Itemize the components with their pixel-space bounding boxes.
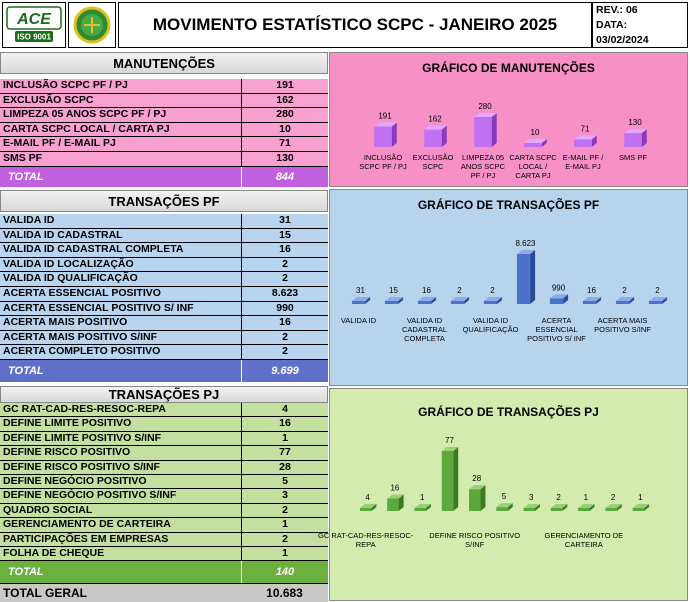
bar-value-label: 2 xyxy=(556,493,561,502)
bar-value-label: 2 xyxy=(490,286,495,295)
table-row xyxy=(0,214,328,229)
table-row xyxy=(0,475,328,489)
category-label: E-MAIL PF / E-MAIL PJ xyxy=(562,153,604,171)
chart-bar xyxy=(605,504,621,511)
row-value: 16 xyxy=(241,316,328,330)
table-row xyxy=(0,94,328,109)
bar-value-label: 8.623 xyxy=(515,239,536,248)
category-label: GERENCIAMENTO DE CARTEIRA xyxy=(544,531,624,549)
row-value: 16 xyxy=(241,243,328,257)
page-title: MOVIMENTO ESTATÍSTICO SCPC - JANEIRO 2025 xyxy=(118,2,592,48)
row-value: 191 xyxy=(241,79,328,93)
bar-value-label: 1 xyxy=(583,493,589,502)
category-label: GC RAT-CAD-RES-RESOC-REPA xyxy=(318,531,414,549)
bar-value-label: 2 xyxy=(610,493,616,502)
chart-bar xyxy=(524,504,540,511)
chart-bar xyxy=(442,447,458,511)
chart-bar xyxy=(414,504,430,511)
total-row xyxy=(0,360,328,382)
row-value: 31 xyxy=(241,214,328,228)
chart-bar xyxy=(469,485,485,511)
bar-value-label: 77 xyxy=(445,436,454,445)
bar-value-label: 1 xyxy=(638,493,643,502)
row-label: INCLUSÃO SCPC PF / PJ xyxy=(3,79,128,91)
row-label: VALIDA ID LOCALIZAÇÃO xyxy=(3,257,134,270)
row-value: 2 xyxy=(241,504,328,517)
manutencoes-chart xyxy=(329,52,688,187)
chart-bar xyxy=(360,504,376,511)
row-label: E-MAIL PF / E-MAIL PJ xyxy=(3,137,116,150)
row-value: 1 xyxy=(241,432,328,445)
row-value: 5 xyxy=(241,475,328,488)
table-row xyxy=(0,79,328,94)
table-row xyxy=(0,533,328,547)
chart-bar xyxy=(474,113,497,147)
category-label: CARTA SCPC LOCAL / CARTA PJ xyxy=(509,153,557,180)
chart-bar xyxy=(385,297,403,304)
transacoes-pj-table xyxy=(0,403,328,583)
manutencoes-chart-title: GRÁFICO DE MANUTENÇÕES xyxy=(422,61,595,75)
total-label: TOTAL xyxy=(8,365,44,377)
table-row xyxy=(0,518,328,532)
bar-value-label: 1 xyxy=(419,493,425,502)
row-label: DEFINE LIMITE POSITIVO S/INF xyxy=(3,431,162,444)
bar-value-label: 31 xyxy=(356,286,365,295)
category-label: EXCLUSÃO SCPC xyxy=(412,153,454,171)
chart-plot xyxy=(358,83,658,153)
bar-value-label: 3 xyxy=(529,493,534,502)
table-row xyxy=(0,461,328,475)
total-row xyxy=(0,561,328,583)
bar-value-label: 10 xyxy=(530,128,540,137)
transacoes-pf-header: TRANSAÇÕES PF xyxy=(0,190,328,212)
category-label: LIMPEZA 05 ANOS SCPC PF / PJ xyxy=(460,153,506,180)
row-value: 3 xyxy=(241,489,328,502)
row-label: VALIDA ID CADASTRAL COMPLETA xyxy=(3,243,184,256)
table-row xyxy=(0,417,328,431)
table-row xyxy=(0,243,328,258)
row-value: 15 xyxy=(241,229,328,243)
row-label: DEFINE RISCO POSITIVO S/INF xyxy=(3,460,160,473)
total-value: 140 xyxy=(241,561,328,583)
category-label: VALIDA ID xyxy=(340,316,377,325)
chart-bar xyxy=(649,297,667,304)
category-label: ACERTA MAIS POSITIVO S/INF xyxy=(594,316,651,334)
row-label: VALIDA ID QUALIFICAÇÃO xyxy=(3,272,138,285)
manutencoes-table xyxy=(0,79,328,187)
row-label: ACERTA COMPLETO POSITIVO xyxy=(3,345,161,358)
category-label: INCLUSÃO SCPC PF / PJ xyxy=(359,153,407,171)
bar-value-label: 191 xyxy=(378,111,392,121)
bar-value-label: 28 xyxy=(472,474,482,484)
row-value: 2 xyxy=(241,258,328,272)
table-row xyxy=(0,504,328,518)
row-label: PARTICIPAÇÕES EM EMPRESAS xyxy=(3,532,169,545)
category-label: SMS PF xyxy=(619,153,647,162)
row-value: 71 xyxy=(241,137,328,151)
revision-info xyxy=(592,2,688,48)
total-label: TOTAL xyxy=(8,566,44,579)
chart-bar xyxy=(624,129,647,147)
chart-bar xyxy=(517,250,535,304)
row-label: DEFINE LIMITE POSITIVO xyxy=(3,417,132,430)
chart-bar xyxy=(578,504,594,511)
table-row xyxy=(0,272,328,287)
row-label: VALIDA ID CADASTRAL xyxy=(3,228,123,241)
bar-value-label: 990 xyxy=(551,283,566,293)
report-header xyxy=(0,0,690,50)
bar-value-label: 71 xyxy=(580,124,590,134)
row-label: QUADRO SOCIAL xyxy=(3,503,93,516)
row-label: CARTA SCPC LOCAL / CARTA PJ xyxy=(3,122,170,135)
transacoes-pj-chart-title: GRÁFICO DE TRANSAÇÕES PJ xyxy=(418,405,599,419)
row-label: GERENCIAMENTO DE CARTEIRA xyxy=(3,518,171,531)
row-value: 2 xyxy=(241,533,328,546)
chart-bar xyxy=(583,297,601,304)
row-value: 10 xyxy=(241,123,328,137)
row-label: GC RAT-CAD-RES-RESOC-REPA xyxy=(3,403,166,415)
transacoes-pj-chart xyxy=(318,388,688,601)
row-value: 162 xyxy=(241,94,328,108)
chart-bar xyxy=(387,495,403,511)
ace-logo xyxy=(2,2,66,48)
bar-value-label: 16 xyxy=(587,286,596,295)
logo-text: ACE xyxy=(17,11,51,28)
row-label: EXCLUSÃO SCPC xyxy=(3,93,94,106)
row-value: 1 xyxy=(241,518,328,531)
bar-value-label: 4 xyxy=(365,492,370,502)
table-row xyxy=(0,446,328,460)
row-value: 4 xyxy=(241,403,328,416)
chart-bar xyxy=(418,297,436,304)
total-geral-label: TOTAL GERAL xyxy=(3,586,87,600)
scpc-seal-logo xyxy=(68,2,116,48)
row-label: DEFINE RISCO POSITIVO xyxy=(3,446,131,459)
bar-value-label: 162 xyxy=(428,114,442,124)
table-row xyxy=(0,489,328,503)
row-value: 16 xyxy=(241,417,328,430)
total-geral-row xyxy=(0,583,328,601)
date-value: 03/02/2024 xyxy=(596,34,649,46)
row-label: DEFINE NEGÓCIO POSITIVO xyxy=(3,475,147,487)
date-label: DATA: xyxy=(596,19,628,31)
row-value: 130 xyxy=(241,152,328,166)
chart-bar xyxy=(424,126,447,147)
row-value: 1 xyxy=(241,547,328,560)
row-label: ACERTA ESSENCIAL POSITIVO S/ INF xyxy=(3,301,194,314)
row-value: 2 xyxy=(241,331,328,345)
bar-value-label: 280 xyxy=(478,102,492,111)
table-row xyxy=(0,258,328,273)
row-value: 28 xyxy=(241,461,328,474)
chart-bar xyxy=(524,139,547,147)
category-label: DEFINE RISCO POSITIVO S/INF xyxy=(429,531,521,549)
row-label: ACERTA MAIS POSITIVO xyxy=(3,316,128,329)
table-row xyxy=(0,287,328,302)
total-value: 9.699 xyxy=(241,360,328,382)
bar-value-label: 5 xyxy=(501,492,507,502)
bar-value-label: 130 xyxy=(628,118,642,128)
chart-bar xyxy=(550,294,568,304)
bar-value-label: 2 xyxy=(457,286,462,295)
category-label: ACERTA ESSENCIAL POSITIVO S/ INF xyxy=(527,316,586,343)
row-value: 2 xyxy=(241,272,328,286)
total-value: 844 xyxy=(241,167,328,187)
manutencoes-header: MANUTENÇÕES xyxy=(0,52,328,74)
table-row xyxy=(0,345,328,360)
row-label: DEFINE NEGÓCIO POSITIVO S/INF xyxy=(3,489,177,502)
bar-value-label: 16 xyxy=(390,483,400,493)
category-label: VALIDA ID QUALIFICAÇÃO xyxy=(462,316,519,334)
chart-bar xyxy=(616,297,634,304)
transacoes-pj-header: TRANSAÇÕES PJ xyxy=(0,386,328,403)
table-row xyxy=(0,229,328,244)
table-row xyxy=(0,152,328,167)
bar-value-label: 2 xyxy=(655,286,660,295)
table-row xyxy=(0,108,328,123)
chart-bar xyxy=(496,503,512,511)
row-label: ACERTA ESSENCIAL POSITIVO xyxy=(3,287,161,299)
row-label: VALIDA ID xyxy=(3,214,55,226)
chart-bar xyxy=(451,297,469,304)
chart-bar xyxy=(484,297,502,304)
table-row xyxy=(0,316,328,331)
row-value: 8.623 xyxy=(241,287,328,301)
chart-bar xyxy=(352,297,370,304)
table-row xyxy=(0,331,328,346)
revision-label: REV.: 06 xyxy=(596,4,638,16)
table-row xyxy=(0,547,328,561)
chart-bar xyxy=(574,135,597,147)
iso-text: ISO 9001 xyxy=(17,32,51,42)
chart-bar xyxy=(633,504,649,511)
row-label: FOLHA DE CHEQUE xyxy=(3,547,105,559)
row-value: 2 xyxy=(241,345,328,359)
bar-value-label: 15 xyxy=(389,286,398,295)
table-row xyxy=(0,403,328,417)
bar-value-label: 16 xyxy=(422,286,431,295)
table-row xyxy=(0,302,328,317)
total-geral-value: 10.683 xyxy=(266,586,303,600)
table-row xyxy=(0,432,328,446)
row-value: 280 xyxy=(241,108,328,122)
table-row xyxy=(0,123,328,138)
chart-bar xyxy=(374,123,397,147)
total-label: TOTAL xyxy=(8,170,44,183)
row-value: 990 xyxy=(241,302,328,316)
chart-bar xyxy=(551,504,567,511)
chart-plot xyxy=(342,226,672,310)
category-label: VALIDA ID CADASTRAL COMPLETA xyxy=(401,316,447,343)
row-value: 77 xyxy=(241,446,328,459)
transacoes-pf-chart-title: GRÁFICO DE TRANSAÇÕES PF xyxy=(417,198,600,212)
row-label: ACERTA MAIS POSITIVO S/INF xyxy=(3,330,158,343)
table-row xyxy=(0,137,328,152)
chart-plot xyxy=(352,431,652,517)
row-label: LIMPEZA 05 ANOS SCPC PF / PJ xyxy=(3,108,167,121)
row-label: SMS PF xyxy=(3,152,43,164)
transacoes-pf-chart xyxy=(329,189,688,386)
transacoes-pf-table xyxy=(0,214,328,386)
bar-value-label: 2 xyxy=(622,286,627,295)
total-row xyxy=(0,167,328,187)
